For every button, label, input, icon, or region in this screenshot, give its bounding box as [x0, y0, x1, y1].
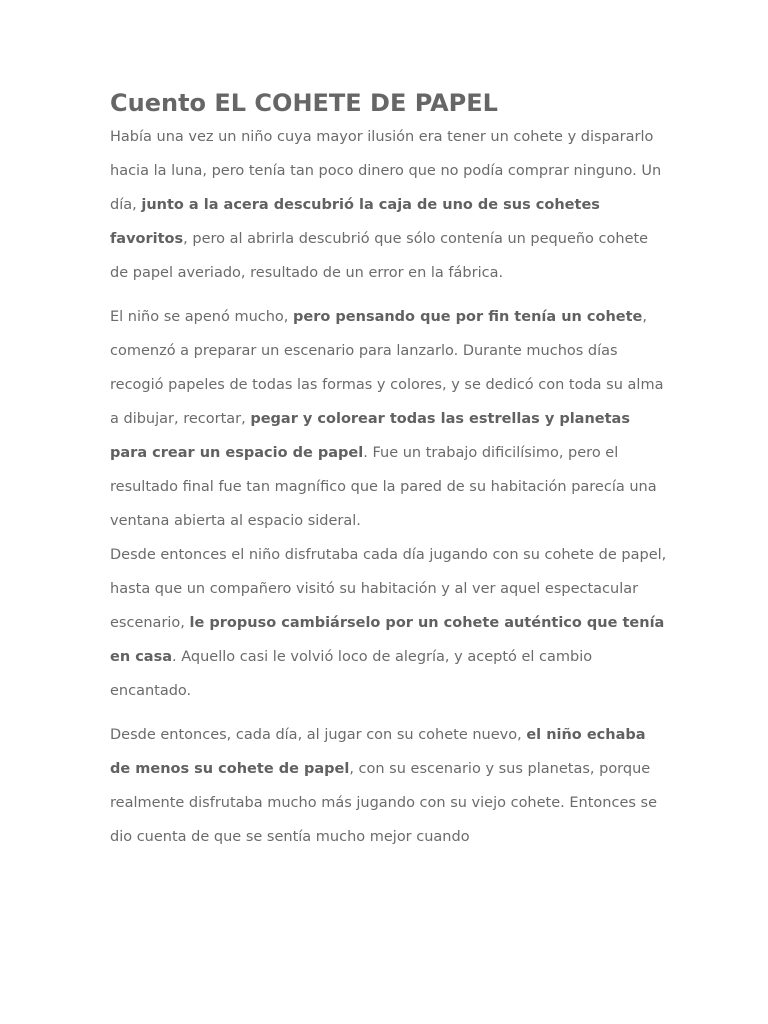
bold-text-run: pegar y colorear todas las estrellas y planetas para crear un espacio de papel — [110, 411, 630, 461]
text-run: . Aquello casi le volvió loco de alegría, y aceptó el cambio encantado. — [110, 649, 593, 699]
story-title: Cuento EL COHETE DE PAPEL — [110, 89, 498, 117]
bold-text-run: junto a la acera descubrió la caja de uno de sus cohetes favoritos — [110, 197, 600, 247]
paragraph-1 — [110, 120, 670, 290]
text-run: , pero al abrirla descubrió que sólo contenía un pequeño cohete de papel averiado, resultado de un error en la fábrica. — [110, 231, 649, 281]
document-page — [110, 86, 670, 854]
bold-text-run: le propuso cambiárselo por un cohete auténtico que tenía en casa — [110, 615, 665, 665]
paragraph-2 — [110, 300, 670, 538]
bold-text-run: el niño echaba de menos su cohete de papel — [110, 727, 646, 777]
paragraph-3 — [110, 538, 670, 708]
text-run: Desde entonces el niño disfrutaba cada día jugando con su cohete de papel, hasta que un compañero visitó su habitación y al ver aquel espectacular escenario, — [110, 547, 667, 631]
bold-text-run: pero pensando que por fin tenía un cohete — [293, 309, 643, 325]
text-run: Había una vez un niño cuya mayor ilusión era tener un cohete y dispararlo hacia la luna, pero tenía tan poco dinero que no podía comprar ninguno. Un día, — [110, 129, 662, 213]
paragraph-4 — [110, 718, 670, 854]
text-run: , con su escenario y sus planetas, porque realmente disfrutaba mucho más jugando con su viejo cohete. Entonces se dio cuenta de que se sentía mucho mejor cuando — [110, 761, 657, 845]
text-run: , comenzó a preparar un escenario para lanzarlo. Durante muchos días recogió papeles de todas las formas y colores, y se dedicó con toda su alma a dibujar, recortar, — [110, 309, 664, 427]
text-run: Desde entonces, cada día, al jugar con su cohete nuevo, — [110, 727, 527, 743]
text-run: . Fue un trabajo dificilísimo, pero el resultado final fue tan magnífico que la pared de su habitación parecía una ventana abierta al espacio sideral. — [110, 445, 657, 529]
text-run: El niño se apenó mucho, — [110, 309, 294, 325]
